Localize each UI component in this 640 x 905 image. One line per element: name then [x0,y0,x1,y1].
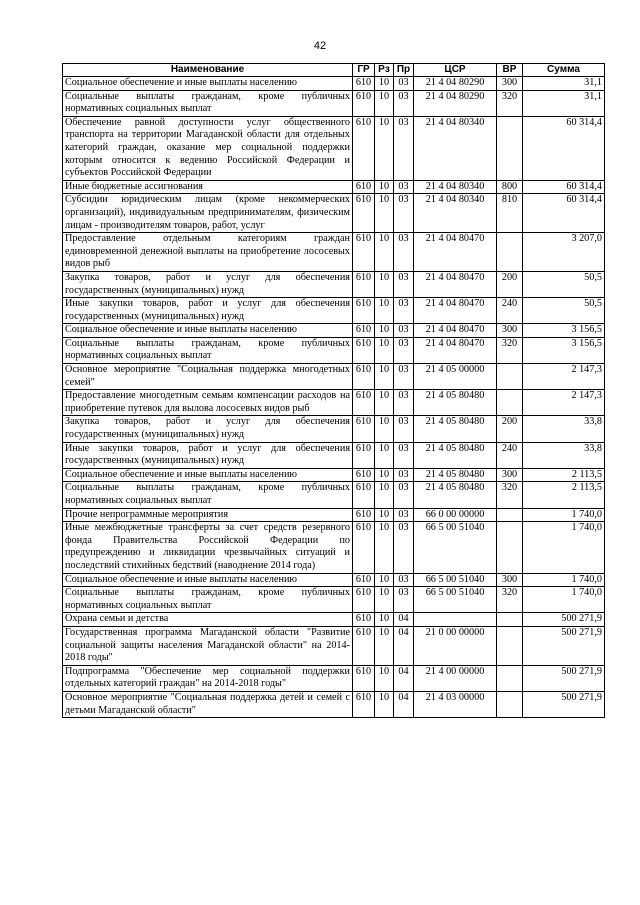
cell-vr: 300 [497,468,523,482]
cell-rz: 10 [375,324,394,338]
cell-gr: 610 [353,691,375,717]
table-row [63,482,605,508]
cell-csr: 21 4 04 80470 [414,298,497,324]
cell-pr: 04 [394,691,414,717]
cell-vr [497,364,523,390]
cell-name: Социальное обеспечение и иные выплаты населению [63,573,353,587]
cell-sum: 1 740,0 [523,587,605,613]
cell-vr [497,626,523,665]
cell-pr: 03 [394,442,414,468]
cell-csr: 21 4 04 80470 [414,324,497,338]
cell-pr: 03 [394,337,414,363]
table-body [63,77,605,718]
table-row [63,665,605,691]
cell-rz: 10 [375,665,394,691]
cell-name: Основное мероприятие "Социальная поддержка детей и семей с детьми Магаданской области" [63,691,353,717]
cell-name: Субсидии юридическим лицам (кроме некоммерческих организаций), индивидуальным предпринимателям, физическим лицам - производителям товаров, работ, услуг [63,194,353,233]
cell-gr: 610 [353,77,375,91]
cell-pr: 03 [394,116,414,180]
cell-vr: 200 [497,416,523,442]
cell-name: Основное мероприятие "Социальная поддержка многодетных семей" [63,364,353,390]
cell-pr: 03 [394,390,414,416]
cell-name: Предоставление многодетным семьям компенсации расходов на приобретение путевок для вылова лососевых видов рыб [63,390,353,416]
header-rz: Рз [375,64,394,77]
cell-csr: 66 5 00 51040 [414,587,497,613]
cell-rz: 10 [375,233,394,272]
cell-csr: 21 4 04 80470 [414,337,497,363]
cell-gr: 610 [353,116,375,180]
cell-rz: 10 [375,180,394,194]
table-row [63,573,605,587]
cell-pr: 03 [394,482,414,508]
cell-sum: 1 740,0 [523,508,605,522]
table-row [63,613,605,627]
cell-pr: 03 [394,522,414,573]
cell-csr: 21 4 04 80340 [414,116,497,180]
table-header-row [63,64,605,77]
cell-gr: 610 [353,508,375,522]
table-row [63,468,605,482]
table-row [63,364,605,390]
cell-name: Иные межбюджетные трансферты за счет средств резервного фонда Правительства Российской Федерации по предупреждению и ликвидации чрезвычайных ситуаций и последствий стихийных бедствий (наводнение 2014 года) [63,522,353,573]
cell-name: Социальные выплаты гражданам, кроме публичных нормативных социальных выплат [63,337,353,363]
cell-vr [497,390,523,416]
cell-sum: 3 207,0 [523,233,605,272]
cell-vr: 300 [497,573,523,587]
cell-vr [497,665,523,691]
table-row [63,298,605,324]
cell-csr: 21 4 04 80470 [414,271,497,297]
cell-name: Социальное обеспечение и иные выплаты населению [63,468,353,482]
cell-pr: 03 [394,364,414,390]
cell-gr: 610 [353,90,375,116]
cell-gr: 610 [353,180,375,194]
cell-csr: 21 4 04 80290 [414,77,497,91]
cell-rz: 10 [375,691,394,717]
cell-csr: 66 0 00 00000 [414,508,497,522]
cell-gr: 610 [353,364,375,390]
cell-rz: 10 [375,468,394,482]
cell-vr [497,691,523,717]
cell-name: Подпрограмма "Обеспечение мер социальной поддержки отдельных категорий граждан" на 2014-2018 годы" [63,665,353,691]
cell-vr: 320 [497,90,523,116]
cell-pr: 03 [394,468,414,482]
cell-vr [497,508,523,522]
cell-rz: 10 [375,364,394,390]
cell-gr: 610 [353,298,375,324]
cell-sum: 2 147,3 [523,390,605,416]
cell-rz: 10 [375,90,394,116]
cell-csr: 21 4 04 80470 [414,233,497,272]
cell-sum: 33,8 [523,416,605,442]
table-row [63,194,605,233]
cell-sum: 1 740,0 [523,573,605,587]
cell-vr: 810 [497,194,523,233]
table-row [63,180,605,194]
cell-vr: 300 [497,324,523,338]
table-row [63,337,605,363]
cell-rz: 10 [375,587,394,613]
cell-name: Иные бюджетные ассигнования [63,180,353,194]
cell-csr: 21 4 05 80480 [414,416,497,442]
cell-sum: 500 271,9 [523,691,605,717]
cell-vr: 800 [497,180,523,194]
cell-csr: 21 4 04 80340 [414,180,497,194]
header-sum: Сумма [523,64,605,77]
cell-vr: 320 [497,587,523,613]
cell-csr [414,613,497,627]
cell-sum: 60 314,4 [523,194,605,233]
cell-rz: 10 [375,573,394,587]
cell-sum: 50,5 [523,271,605,297]
cell-name: Социальное обеспечение и иные выплаты населению [63,324,353,338]
table-row [63,442,605,468]
cell-pr: 03 [394,298,414,324]
cell-csr: 66 5 00 51040 [414,522,497,573]
cell-gr: 610 [353,233,375,272]
cell-sum: 2 113,5 [523,468,605,482]
cell-sum: 60 314,4 [523,116,605,180]
cell-sum: 2 113,5 [523,482,605,508]
table-row [63,116,605,180]
cell-gr: 610 [353,482,375,508]
cell-sum: 33,8 [523,442,605,468]
cell-gr: 610 [353,271,375,297]
cell-rz: 10 [375,626,394,665]
cell-csr: 21 4 05 00000 [414,364,497,390]
cell-rz: 10 [375,482,394,508]
cell-pr: 04 [394,626,414,665]
cell-gr: 610 [353,337,375,363]
cell-pr: 04 [394,613,414,627]
cell-rz: 10 [375,416,394,442]
cell-rz: 10 [375,442,394,468]
table-row [63,522,605,573]
cell-name: Прочие непрограммные мероприятия [63,508,353,522]
cell-pr: 03 [394,587,414,613]
cell-rz: 10 [375,613,394,627]
cell-name: Предоставление отдельным категориям граждан единовременной денежной выплаты на приобретение лососевых видов рыб [63,233,353,272]
cell-vr: 320 [497,337,523,363]
cell-rz: 10 [375,194,394,233]
table-row [63,233,605,272]
table-row [63,691,605,717]
cell-csr: 21 4 05 80480 [414,468,497,482]
cell-sum: 500 271,9 [523,626,605,665]
cell-sum: 3 156,5 [523,324,605,338]
cell-sum: 2 147,3 [523,364,605,390]
cell-name: Государственная программа Магаданской области "Развитие социальной защиты населения Магаданской области" на 2014-2018 годы" [63,626,353,665]
cell-rz: 10 [375,390,394,416]
header-pr: Пр [394,64,414,77]
cell-name: Закупка товаров, работ и услуг для обеспечения государственных (муниципальных) нужд [63,416,353,442]
cell-sum: 50,5 [523,298,605,324]
cell-name: Социальные выплаты гражданам, кроме публичных нормативных социальных выплат [63,587,353,613]
cell-name: Социальные выплаты гражданам, кроме публичных нормативных социальных выплат [63,482,353,508]
cell-sum: 500 271,9 [523,665,605,691]
cell-csr: 21 4 00 00000 [414,665,497,691]
cell-pr: 03 [394,90,414,116]
header-vr: ВР [497,64,523,77]
cell-csr: 66 5 00 51040 [414,573,497,587]
cell-name: Социальные выплаты гражданам, кроме публичных нормативных социальных выплат [63,90,353,116]
cell-gr: 610 [353,587,375,613]
cell-gr: 610 [353,324,375,338]
cell-pr: 03 [394,194,414,233]
cell-sum: 3 156,5 [523,337,605,363]
cell-pr: 04 [394,665,414,691]
cell-gr: 610 [353,390,375,416]
cell-pr: 03 [394,573,414,587]
cell-rz: 10 [375,337,394,363]
cell-rz: 10 [375,508,394,522]
cell-csr: 21 4 05 80480 [414,482,497,508]
cell-rz: 10 [375,271,394,297]
cell-csr: 21 4 03 00000 [414,691,497,717]
cell-sum: 1 740,0 [523,522,605,573]
cell-name: Обеспечение равной доступности услуг общественного транспорта на территории Магаданской области для отдельных категорий граждан, оказание мер социальной поддержки которым относится к ведению Российской Федерации и субъектов Российской Федерации [63,116,353,180]
cell-gr: 610 [353,442,375,468]
cell-vr: 240 [497,442,523,468]
table-row [63,416,605,442]
cell-pr: 03 [394,508,414,522]
table-row [63,626,605,665]
table-row [63,390,605,416]
table-row [63,90,605,116]
cell-gr: 610 [353,613,375,627]
cell-vr: 240 [497,298,523,324]
table-row [63,271,605,297]
cell-gr: 610 [353,416,375,442]
cell-gr: 610 [353,194,375,233]
cell-name: Иные закупки товаров, работ и услуг для обеспечения государственных (муниципальных) нужд [63,442,353,468]
cell-vr: 320 [497,482,523,508]
cell-sum: 60 314,4 [523,180,605,194]
table-row [63,77,605,91]
cell-name: Охрана семьи и детства [63,613,353,627]
cell-gr: 610 [353,468,375,482]
cell-vr [497,522,523,573]
cell-name: Закупка товаров, работ и услуг для обеспечения государственных (муниципальных) нужд [63,271,353,297]
cell-name: Иные закупки товаров, работ и услуг для обеспечения государственных (муниципальных) нужд [63,298,353,324]
cell-vr [497,233,523,272]
cell-vr: 200 [497,271,523,297]
cell-rz: 10 [375,116,394,180]
cell-csr: 21 4 05 80480 [414,442,497,468]
cell-vr [497,116,523,180]
cell-pr: 03 [394,416,414,442]
header-gr: ГР [353,64,375,77]
cell-pr: 03 [394,180,414,194]
cell-gr: 610 [353,665,375,691]
cell-sum: 31,1 [523,77,605,91]
table-row [63,587,605,613]
header-name: Наименование [63,64,353,77]
cell-sum: 31,1 [523,90,605,116]
cell-name: Социальное обеспечение и иные выплаты населению [63,77,353,91]
cell-rz: 10 [375,522,394,573]
cell-csr: 21 4 04 80290 [414,90,497,116]
cell-pr: 03 [394,233,414,272]
cell-csr: 21 0 00 00000 [414,626,497,665]
cell-vr: 300 [497,77,523,91]
cell-pr: 03 [394,324,414,338]
cell-gr: 610 [353,626,375,665]
cell-rz: 10 [375,77,394,91]
cell-csr: 21 4 04 80340 [414,194,497,233]
cell-pr: 03 [394,271,414,297]
header-csr: ЦСР [414,64,497,77]
cell-gr: 610 [353,522,375,573]
cell-sum: 500 271,9 [523,613,605,627]
cell-rz: 10 [375,298,394,324]
table-row [63,508,605,522]
cell-csr: 21 4 05 80480 [414,390,497,416]
budget-table [62,63,605,718]
page-number: 42 [313,40,327,52]
table-row [63,324,605,338]
cell-gr: 610 [353,573,375,587]
cell-pr: 03 [394,77,414,91]
cell-vr [497,613,523,627]
